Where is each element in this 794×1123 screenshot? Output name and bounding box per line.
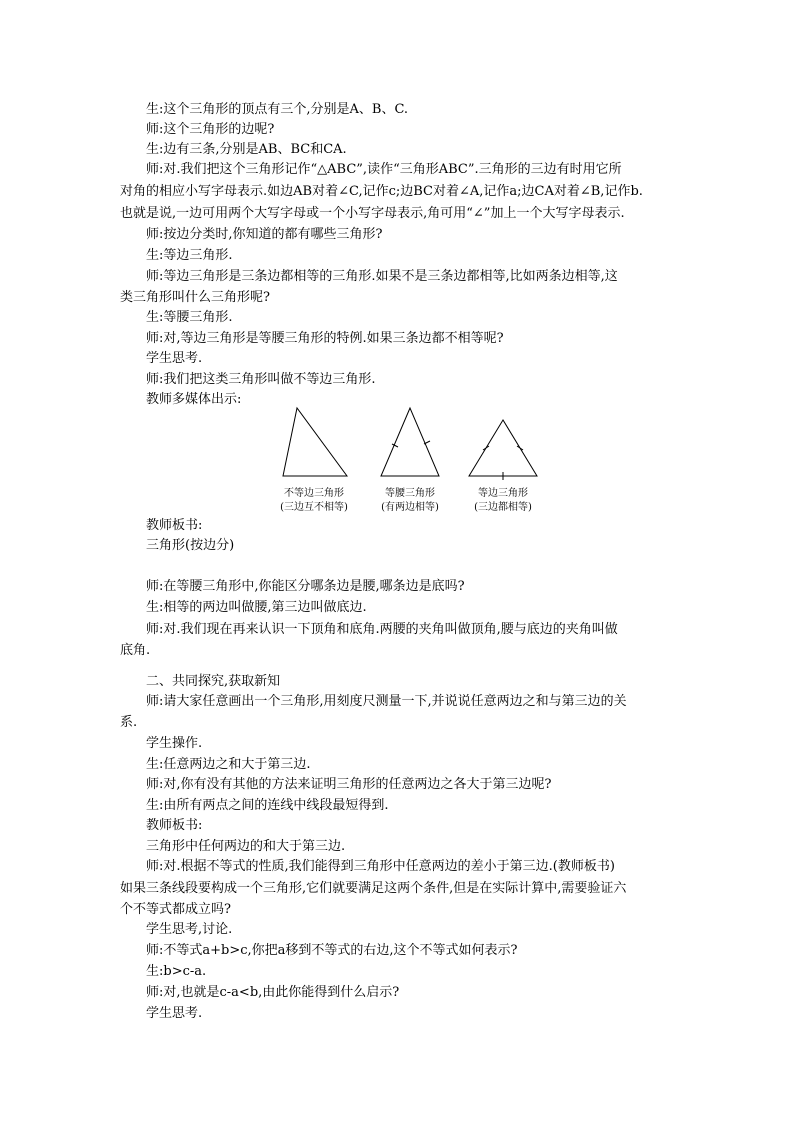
- text-line: 系.: [120, 715, 138, 730]
- scalene-triangle: [283, 408, 347, 476]
- text-line: 教师多媒体出示:: [146, 392, 242, 407]
- text-line: 师:对.根据不等式的性质,我们能得到三角形中任意两边的差小于第三边.(教师板书): [146, 859, 615, 874]
- text-line: 师:我们把这类三角形叫做不等边三角形.: [146, 372, 376, 387]
- scalene-label: 不等边三角形: [284, 488, 344, 499]
- text-line: 如果三条线段要构成一个三角形,它们就要满足这两个条件,但是在实际计算中,需要验证六: [120, 881, 627, 896]
- text-line: 底角.: [120, 643, 151, 658]
- isosceles-triangle: [381, 408, 439, 476]
- text-line: 教师板书:: [146, 518, 203, 533]
- text-line: 个不等式都成立吗?: [120, 902, 231, 917]
- text-line: 师:等边三角形是三条边都相等的三角形.如果不是三条边都相等,比如两条边相等,这: [146, 269, 618, 284]
- text-line: 生:等边三角形.: [146, 248, 233, 263]
- text-line: 师:不等式a+b>c,你把a移到不等式的右边,这个不等式如何表示?: [146, 943, 518, 958]
- isosceles-note: (有两边相等): [381, 502, 439, 513]
- text-line: 师:对.我们把这个三角形记作“△ABC”,读作“三角形ABC”.三角形的三边有时用它所: [146, 162, 622, 177]
- text-line: 师:在等腰三角形中,你能区分哪条边是腰,哪条边是底吗?: [146, 579, 465, 594]
- isosceles-label: 等腰三角形: [385, 488, 435, 499]
- text-line: 教师板书:: [146, 818, 203, 833]
- equilateral-tick-right: [517, 446, 523, 450]
- text-line: 师:请大家任意画出一个三角形,用刻度尺测量一下,并说说任意两边之和与第三边的关: [146, 694, 627, 709]
- text-line: 生:等腰三角形.: [146, 310, 233, 325]
- text-line: 学生思考,讨论.: [146, 922, 233, 937]
- equilateral-tick-left: [483, 446, 489, 450]
- text-line: 学生操作.: [146, 736, 203, 751]
- text-line: 师:对,你有没有其他的方法来证明三角形的任意两边之各大于第三边呢?: [146, 777, 552, 792]
- text-line: 生:b>c-a.: [146, 964, 207, 979]
- text-line: 师:按边分类时,你知道的都有哪些三角形?: [146, 227, 383, 242]
- text-line: 学生思考.: [146, 1006, 203, 1021]
- text-line: 生:由所有两点之间的连线中线段最短得到.: [146, 798, 389, 813]
- text-line: 生:相等的两边叫做腰,第三边叫做底边.: [146, 600, 367, 615]
- section-heading: 二、共同探究,获取新知: [146, 674, 281, 689]
- text-line: 生:这个三角形的顶点有三个,分别是A、B、C.: [146, 102, 409, 117]
- equilateral-note: (三边都相等): [474, 502, 532, 513]
- text-line: 三角形中任何两边的和大于第三边.: [146, 839, 346, 854]
- isosceles-tick-left: [392, 444, 398, 447]
- text-line: 师:对.我们现在再来认识一下顶角和底角.两腰的夹角叫做顶角,腰与底边的夹角叫做: [146, 622, 618, 637]
- text-line: 师:这个三角形的边呢?: [146, 122, 275, 137]
- triangle-figure: [275, 405, 555, 517]
- text-line: 也就是说,一边可用两个大写字母或一个小写字母表示,角可用“∠”加上一个大写字母表示.: [120, 206, 625, 221]
- text-line: 对角的相应小写字母表示.如边AB对着∠C,记作c;边BC对着∠A,记作a;边CA对着∠B,记作b.: [120, 184, 643, 199]
- text-line: 三角形(按边分): [146, 538, 235, 553]
- equilateral-triangle: [469, 420, 537, 476]
- text-line: 生:边有三条,分别是AB、BC和CA.: [146, 142, 347, 157]
- text-line: 类三角形叫什么三角形呢?: [120, 290, 270, 305]
- triangle-diagram: [275, 405, 555, 485]
- text-line: 师:对,也就是c-a<b,由此你能得到什么启示?: [146, 985, 400, 1000]
- scalene-note: (三边互不相等): [280, 502, 348, 513]
- equilateral-label: 等边三角形: [478, 488, 528, 499]
- text-line: 师:对,等边三角形是等腰三角形的特例.如果三条边都不相等呢?: [146, 331, 504, 346]
- text-line: 学生思考.: [146, 351, 203, 366]
- text-line: 生:任意两边之和大于第三边.: [146, 757, 311, 772]
